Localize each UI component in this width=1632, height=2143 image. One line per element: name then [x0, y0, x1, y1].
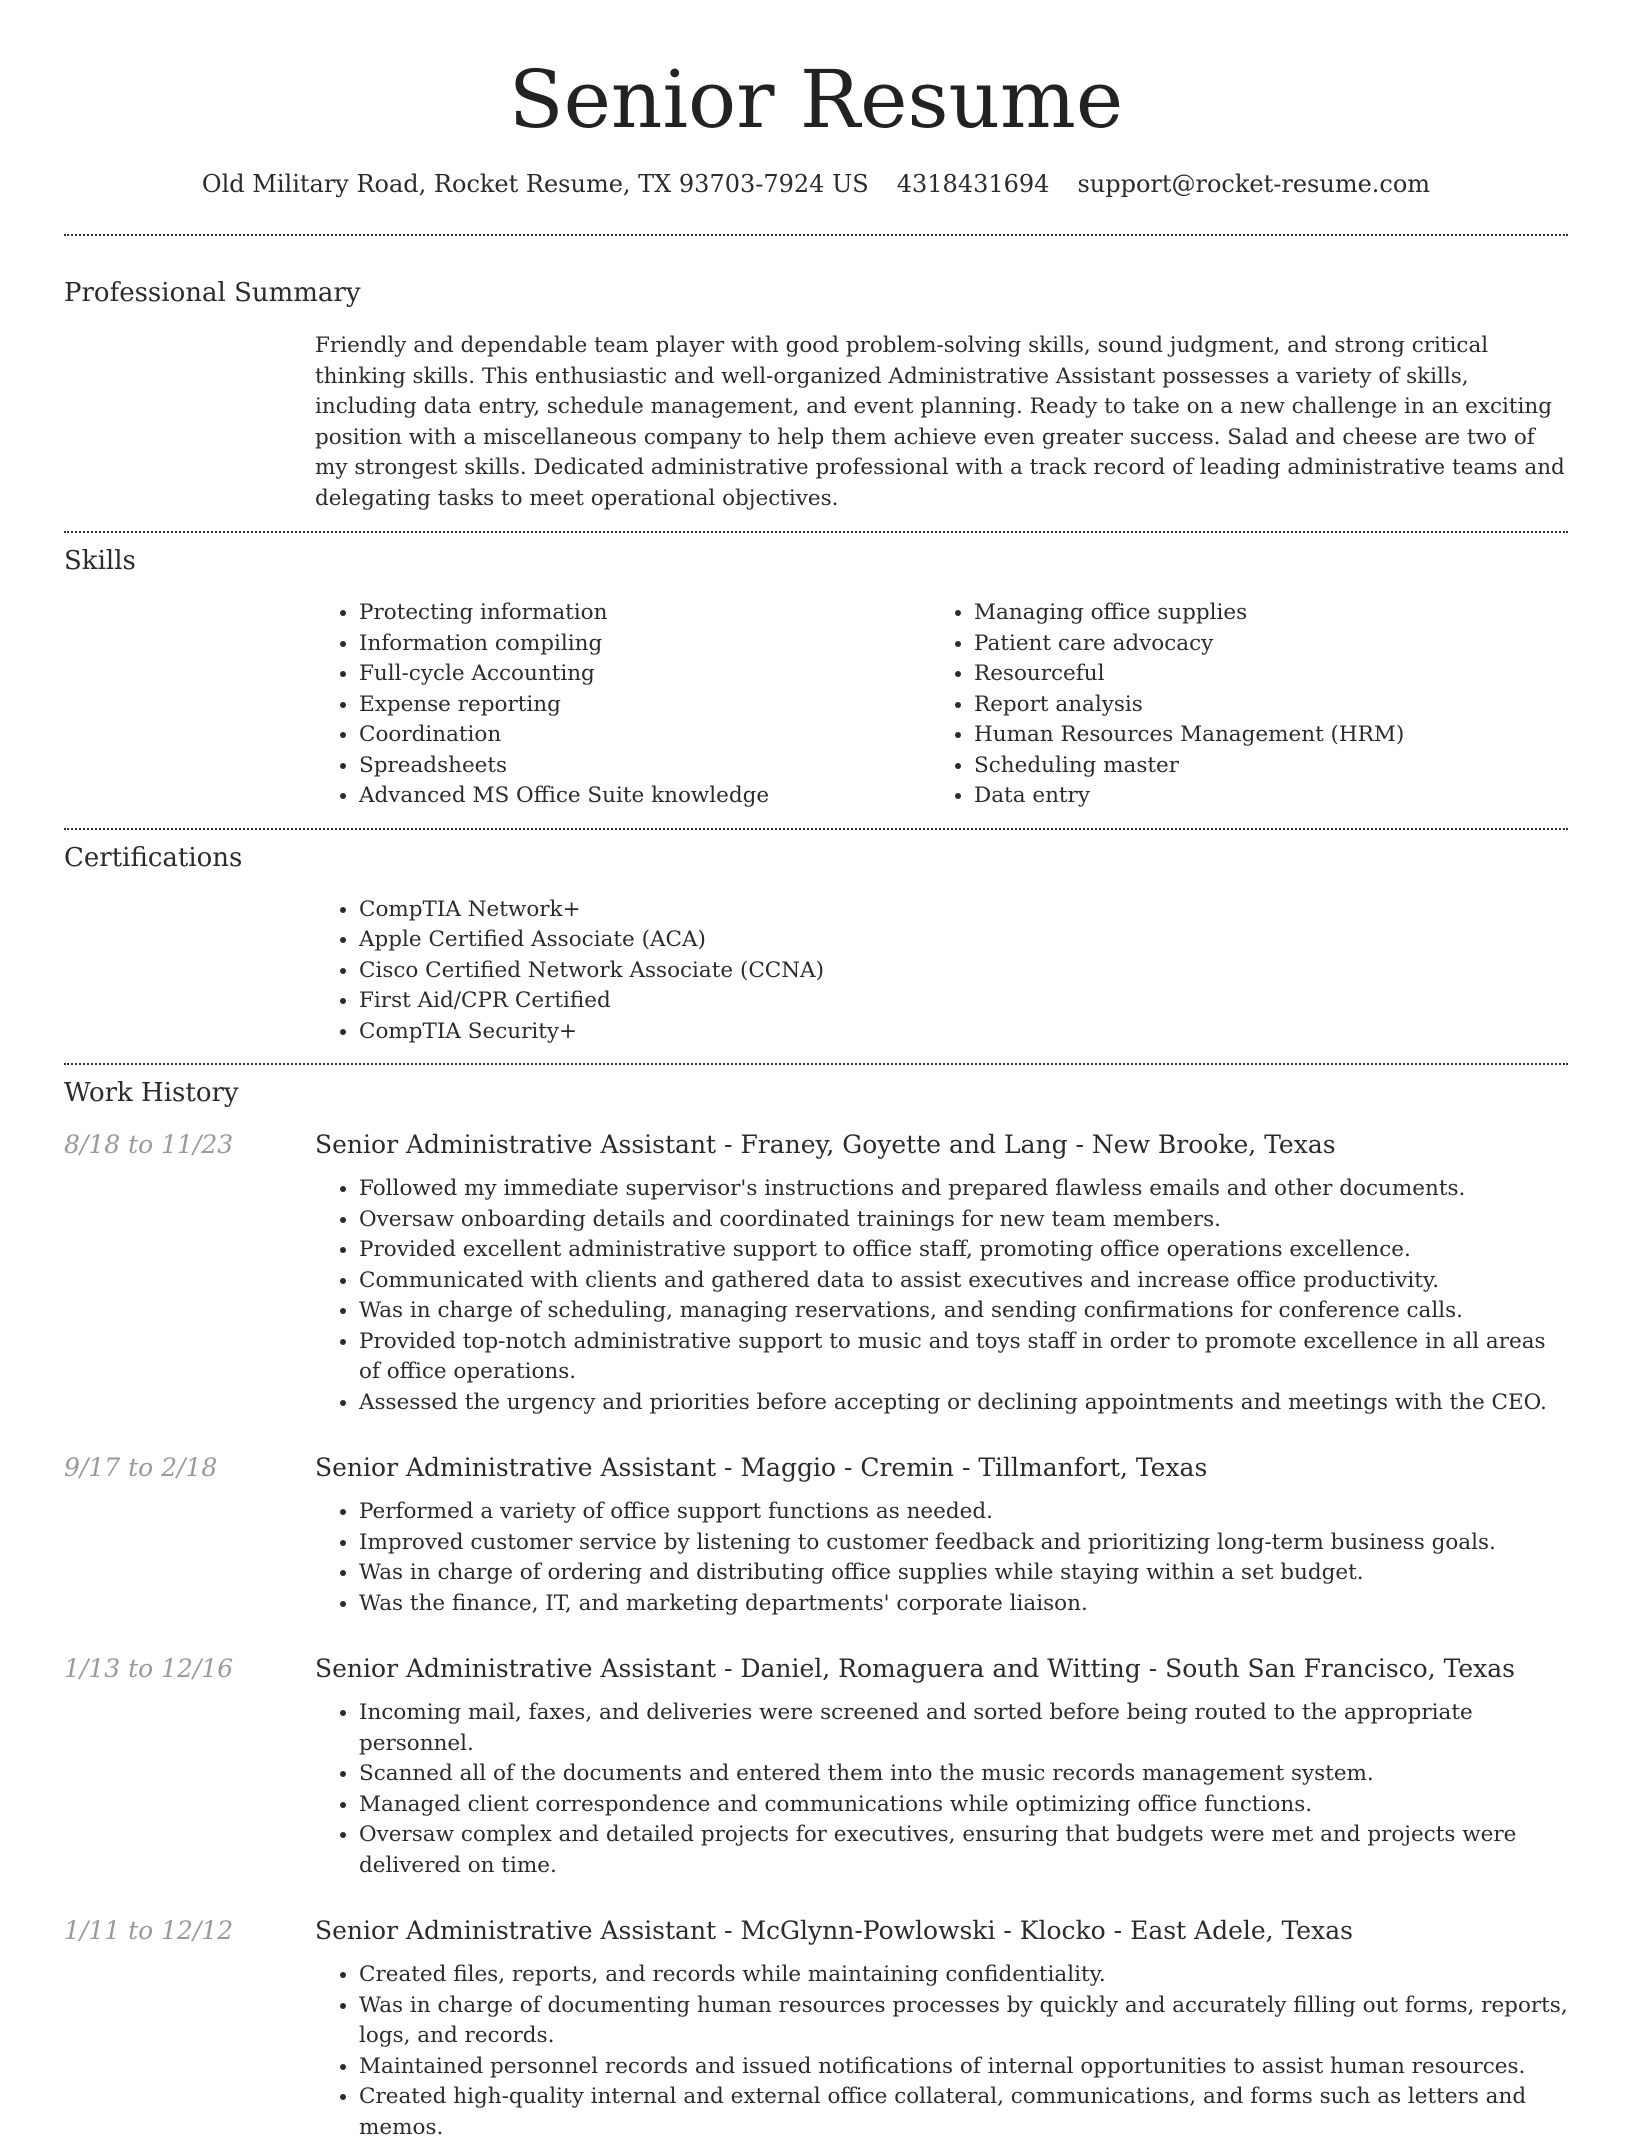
job-bullets: [315, 1497, 1568, 1619]
job-bullet: • Was in charge of documenting human resources processes by quickly and accurately filling out forms, reports, logs, and records.: [359, 1991, 1568, 2052]
certification-item: • First Aid/CPR Certified: [359, 986, 1568, 1017]
job-bullet: • Followed my immediate supervisor's instructions and prepared flawless emails and other documents.: [359, 1174, 1568, 1205]
skills-list-left: [315, 598, 930, 812]
skills-column-right: [930, 598, 1545, 812]
certification-item: • CompTIA Network+: [359, 895, 1568, 926]
work-history-section: [64, 1076, 1568, 2143]
job-details: [315, 1652, 1568, 1881]
skills-column-left: [315, 598, 930, 812]
skill-item: • Spreadsheets: [359, 751, 930, 782]
job-bullet: • Created high-quality internal and external office collateral, communications, and forms such as letters and memos.: [359, 2082, 1568, 2143]
job-entry: [64, 1128, 1568, 1418]
skill-item: • Data entry: [974, 781, 1545, 812]
job-title: Senior Administrative Assistant - Maggio - Cremin - Tillmanfort, Texas: [315, 1453, 1208, 1482]
skills-section: [64, 544, 1568, 812]
divider: [64, 828, 1568, 830]
skill-item: • Protecting information: [359, 598, 930, 629]
summary-text: Friendly and dependable team player with good problem-solving skills, sound judgment, and strong critical thinking skills. This enthusiastic and well-organized Administrative Assistant possesses a variety of skills, including data entry, schedule management, and event planning. Ready to take on a new challenge in an exciting position with a miscellaneous company to help them achieve even greater success. Salad and cheese are two of my strongest skills. Dedicated administrative professional with a track record of leading administrative teams and delegating tasks to meet operational objectives.: [315, 333, 1565, 511]
job-dates: 1/11 to 12/12: [64, 1916, 234, 1945]
job-bullets: [315, 1960, 1568, 2143]
section-title-summary: Professional Summary: [64, 278, 361, 308]
contact-address: Old Military Road, Rocket Resume, TX 93703-7924 US: [201, 170, 869, 198]
job-details: [315, 1914, 1568, 2143]
skill-item: • Full-cycle Accounting: [359, 659, 930, 690]
section-title-certifications: Certifications: [64, 842, 243, 873]
skill-item: • Scheduling master: [974, 751, 1545, 782]
job-title: Senior Administrative Assistant - McGlynn-Powlowski - Klocko - East Adele, Texas: [315, 1916, 1353, 1945]
job-bullet: • Created files, reports, and records while maintaining confidentiality.: [359, 1960, 1568, 1991]
contact-email[interactable]: support@rocket-resume.com: [1077, 170, 1431, 198]
certification-item: • Apple Certified Associate (ACA): [359, 925, 1568, 956]
skills-list-right: [930, 598, 1545, 812]
summary-section: [64, 276, 1568, 514]
skill-item: • Resourceful: [974, 659, 1545, 690]
skill-item: • Patient care advocacy: [974, 629, 1545, 660]
certifications-section: [64, 841, 1568, 1048]
job-bullets: [315, 1174, 1568, 1418]
job-bullet: • Was the finance, IT, and marketing departments' corporate liaison.: [359, 1589, 1568, 1620]
job-bullet: • Was in charge of ordering and distributing office supplies while staying within a set budget.: [359, 1558, 1568, 1589]
job-dates: 1/13 to 12/16: [64, 1654, 234, 1683]
divider: [64, 531, 1568, 533]
job-bullet: • Communicated with clients and gathered data to assist executives and increase office productivity.: [359, 1266, 1568, 1297]
job-bullet: • Was in charge of scheduling, managing reservations, and sending confirmations for conference calls.: [359, 1296, 1568, 1327]
job-bullet: • Managed client correspondence and communications while optimizing office functions.: [359, 1790, 1568, 1821]
skill-item: • Coordination: [359, 720, 930, 751]
job-entry: [64, 1652, 1568, 1881]
job-details: [315, 1451, 1568, 1619]
certifications-body: [315, 895, 1568, 1048]
job-title: Senior Administrative Assistant - Franey, Goyette and Lang - New Brooke, Texas: [315, 1130, 1336, 1159]
job-bullet: • Improved customer service by listening to customer feedback and prioritizing long-term business goals.: [359, 1528, 1568, 1559]
job-bullet: • Provided top-notch administrative support to music and toys staff in order to promote excellence in all areas of office operations.: [359, 1327, 1568, 1388]
job-bullet: • Maintained personnel records and issued notifications of internal opportunities to assist human resources.: [359, 2052, 1568, 2083]
job-entry: [64, 1451, 1568, 1619]
section-title-skills: Skills: [64, 546, 136, 576]
certification-item: • Cisco Certified Network Associate (CCNA): [359, 956, 1568, 987]
jobs-list: [64, 1128, 1568, 2143]
job-title: Senior Administrative Assistant - Daniel, Romaguera and Witting - South San Francisco, Texas: [315, 1654, 1515, 1683]
job-dates: 9/17 to 2/18: [64, 1453, 218, 1482]
job-bullet: • Incoming mail, faxes, and deliveries were screened and sorted before being routed to the appropriate personnel.: [359, 1698, 1568, 1759]
skill-item: • Report analysis: [974, 690, 1545, 721]
skill-item: • Information compiling: [359, 629, 930, 660]
skill-item: • Managing office supplies: [974, 598, 1545, 629]
resume-page: [64, 0, 1568, 2143]
divider: [64, 234, 1568, 236]
job-bullets: [315, 1698, 1568, 1881]
skill-item: • Advanced MS Office Suite knowledge: [359, 781, 930, 812]
job-bullet: • Oversaw complex and detailed projects for executives, ensuring that budgets were met and projects were delivered on time.: [359, 1820, 1568, 1881]
job-bullet: • Scanned all of the documents and entered them into the music records management system.: [359, 1759, 1568, 1790]
job-entry: [64, 1914, 1568, 2143]
job-bullet: • Oversaw onboarding details and coordinated trainings for new team members.: [359, 1205, 1568, 1236]
job-details: [315, 1128, 1568, 1418]
job-bullet: • Provided excellent administrative support to office staff, promoting office operations excellence.: [359, 1235, 1568, 1266]
certifications-list: [315, 895, 1568, 1048]
job-dates: 8/18 to 11/23: [64, 1130, 234, 1159]
skill-item: • Expense reporting: [359, 690, 930, 721]
contact-line: [64, 168, 1568, 200]
job-bullet: • Performed a variety of office support functions as needed.: [359, 1497, 1568, 1528]
skills-grid: [315, 598, 1568, 812]
divider: [64, 1063, 1568, 1065]
skill-item: • Human Resources Management (HRM): [974, 720, 1545, 751]
certification-item: • CompTIA Security+: [359, 1017, 1568, 1048]
section-title-work-history: Work History: [64, 1078, 239, 1108]
job-bullet: • Assessed the urgency and priorities before accepting or declining appointments and meetings with the CEO.: [359, 1388, 1568, 1419]
contact-phone: 4318431694: [896, 170, 1050, 198]
resume-name: Senior Resume: [508, 53, 1124, 146]
